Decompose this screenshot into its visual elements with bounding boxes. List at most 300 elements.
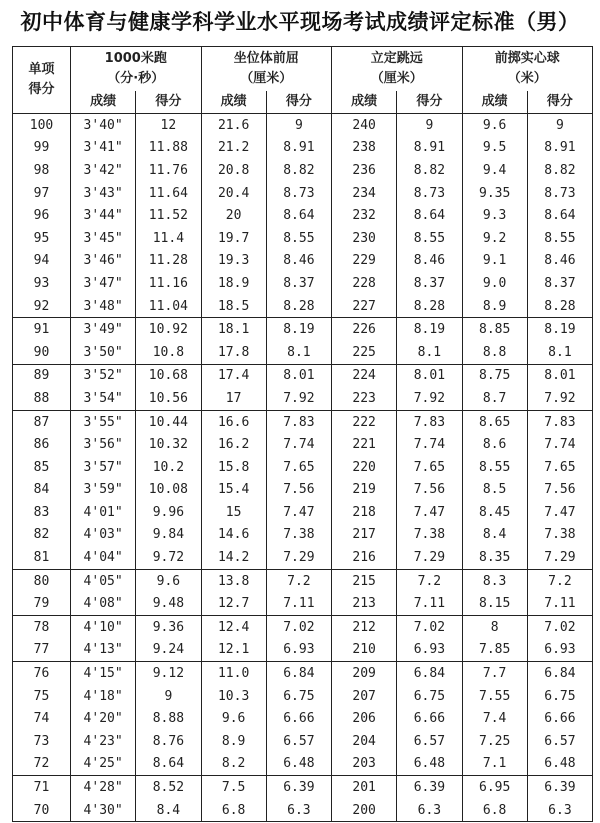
row-score-cell: 80 bbox=[33, 573, 50, 589]
table-row bbox=[13, 204, 593, 227]
row-score-cell: 75 bbox=[33, 688, 50, 704]
score-cell: 9.96 bbox=[136, 501, 201, 524]
result-cell: 16.6 bbox=[201, 410, 266, 433]
score-cell: 8.52 bbox=[136, 776, 201, 799]
table-row bbox=[13, 639, 593, 662]
score-cell: 6.66 bbox=[397, 707, 462, 730]
score-cell: 7.29 bbox=[266, 546, 331, 569]
score-cell: 6.84 bbox=[527, 662, 592, 685]
result-cell: 3'56" bbox=[71, 433, 136, 456]
score-cell: 6.48 bbox=[397, 753, 462, 776]
score-cell: 6.57 bbox=[527, 730, 592, 753]
result-cell: 9.6 bbox=[462, 114, 527, 137]
score-cell: 6.39 bbox=[397, 776, 462, 799]
result-cell: 12.1 bbox=[201, 639, 266, 662]
table-row bbox=[13, 250, 593, 273]
result-cell: 4'15" bbox=[71, 662, 136, 685]
result-cell: 15.4 bbox=[201, 479, 266, 502]
group-header-medicine-ball bbox=[462, 47, 593, 92]
result-cell: 240 bbox=[332, 114, 397, 137]
group-unit: （分·秒） bbox=[107, 71, 165, 86]
result-cell: 21.6 bbox=[201, 114, 266, 137]
result-cell: 224 bbox=[332, 364, 397, 387]
page-title: 初中体育与健康学科学业水平现场考试成绩评定标准（男） bbox=[20, 9, 580, 34]
group-name: 前掷实心球 bbox=[494, 51, 560, 66]
result-cell: 3'52" bbox=[71, 364, 136, 387]
table-row bbox=[13, 159, 593, 182]
result-cell: 4'01" bbox=[71, 501, 136, 524]
score-cell: 11.88 bbox=[136, 137, 201, 160]
score-cell: 7.56 bbox=[266, 479, 331, 502]
result-cell: 8.6 bbox=[462, 433, 527, 456]
score-cell: 8.55 bbox=[527, 227, 592, 250]
score-cell: 8.64 bbox=[136, 753, 201, 776]
result-cell: 17.4 bbox=[201, 364, 266, 387]
score-cell: 6.39 bbox=[527, 776, 592, 799]
score-cell: 6.3 bbox=[527, 799, 592, 822]
score-cell: 6.57 bbox=[397, 730, 462, 753]
score-cell: 7.11 bbox=[266, 592, 331, 615]
score-cell: 9.36 bbox=[136, 616, 201, 639]
row-score-cell: 90 bbox=[13, 341, 71, 364]
score-cell: 7.11 bbox=[397, 592, 462, 615]
result-cell: 17 bbox=[201, 387, 266, 410]
score-cell: 6.75 bbox=[527, 685, 592, 708]
row-score-cell: 73 bbox=[33, 733, 50, 749]
table-row bbox=[13, 364, 593, 387]
score-cell: 8.46 bbox=[266, 250, 331, 273]
score-cell: 9.6 bbox=[136, 569, 201, 592]
table-row bbox=[13, 433, 593, 456]
group-unit: （米） bbox=[507, 71, 547, 86]
result-cell: 9.1 bbox=[462, 250, 527, 273]
table-row bbox=[13, 753, 593, 776]
score-cell: 8.1 bbox=[397, 341, 462, 364]
score-cell: 12 bbox=[136, 114, 201, 137]
row-score-cell: 79 bbox=[13, 592, 71, 615]
group-header-1000m bbox=[71, 47, 202, 92]
result-cell: 210 bbox=[332, 639, 397, 662]
score-cell: 6.66 bbox=[266, 707, 331, 730]
score-cell: 7.2 bbox=[527, 569, 592, 592]
row-score-cell: 95 bbox=[33, 230, 50, 246]
result-cell: 8.7 bbox=[462, 387, 527, 410]
score-cell: 10.44 bbox=[136, 410, 201, 433]
result-cell: 207 bbox=[332, 685, 397, 708]
result-cell: 8.9 bbox=[201, 730, 266, 753]
score-cell: 7.47 bbox=[397, 501, 462, 524]
group-header-sit-and-reach bbox=[201, 47, 332, 92]
score-cell: 6.66 bbox=[527, 707, 592, 730]
result-cell: 8.8 bbox=[462, 341, 527, 364]
score-cell: 8.73 bbox=[397, 182, 462, 205]
result-cell: 222 bbox=[332, 410, 397, 433]
result-cell: 13.8 bbox=[201, 569, 266, 592]
result-cell: 230 bbox=[332, 227, 397, 250]
result-cell: 4'18" bbox=[71, 685, 136, 708]
result-cell: 18.9 bbox=[201, 272, 266, 295]
score-cell: 6.39 bbox=[266, 776, 331, 799]
table-row bbox=[13, 272, 593, 295]
result-cell: 12.7 bbox=[201, 592, 266, 615]
result-cell: 3'42" bbox=[71, 159, 136, 182]
result-cell: 3'59" bbox=[71, 479, 136, 502]
table-row bbox=[13, 137, 593, 160]
table-row bbox=[13, 341, 593, 364]
score-cell: 10.8 bbox=[136, 341, 201, 364]
score-cell: 7.65 bbox=[266, 456, 331, 479]
row-score-cell: 96 bbox=[33, 208, 50, 224]
score-cell: 7.56 bbox=[527, 479, 592, 502]
result-cell: 206 bbox=[332, 707, 397, 730]
score-cell: 7.56 bbox=[397, 479, 462, 502]
score-cell: 10.92 bbox=[136, 318, 201, 341]
row-score-cell: 91 bbox=[33, 322, 50, 338]
score-cell: 7.38 bbox=[266, 524, 331, 547]
result-cell: 4'30" bbox=[71, 799, 136, 822]
row-score-cell: 92 bbox=[13, 295, 71, 318]
result-cell: 201 bbox=[332, 776, 397, 799]
result-cell: 8.3 bbox=[462, 569, 527, 592]
result-cell: 9.35 bbox=[462, 182, 527, 205]
result-cell: 7.5 bbox=[201, 776, 266, 799]
score-cell: 9.48 bbox=[136, 592, 201, 615]
score-cell: 7.92 bbox=[266, 387, 331, 410]
score-cell: 7.02 bbox=[266, 616, 331, 639]
score-cell: 8.64 bbox=[527, 204, 592, 227]
score-cell: 11.16 bbox=[136, 272, 201, 295]
group-name: 立定跳远 bbox=[370, 51, 423, 66]
result-cell: 3'49" bbox=[71, 318, 136, 341]
result-cell: 3'46" bbox=[71, 250, 136, 273]
group-name: 坐位体前屈 bbox=[233, 51, 299, 66]
table-row bbox=[13, 227, 593, 250]
score-cell: 8.28 bbox=[527, 295, 592, 318]
result-cell: 3'50" bbox=[71, 341, 136, 364]
result-cell: 213 bbox=[332, 592, 397, 615]
group-name: 1000米跑 bbox=[104, 51, 167, 66]
result-cell: 4'20" bbox=[71, 707, 136, 730]
score-cell: 6.75 bbox=[266, 685, 331, 708]
subheader-score: 得分 bbox=[266, 91, 331, 114]
table-row bbox=[13, 479, 593, 502]
row-score-cell: 81 bbox=[13, 546, 71, 569]
score-cell: 9 bbox=[527, 114, 592, 137]
row-score-cell: 87 bbox=[33, 414, 50, 430]
table-row bbox=[13, 318, 593, 341]
table-row bbox=[13, 776, 593, 799]
group-unit: （厘米） bbox=[240, 71, 293, 86]
score-cell: 8.19 bbox=[397, 318, 462, 341]
score-cell: 6.48 bbox=[266, 753, 331, 776]
result-cell: 4'28" bbox=[71, 776, 136, 799]
result-cell: 11.0 bbox=[201, 662, 266, 685]
score-cell: 6.93 bbox=[397, 639, 462, 662]
score-cell: 7.74 bbox=[266, 433, 331, 456]
result-cell: 3'47" bbox=[71, 272, 136, 295]
score-cell: 8.37 bbox=[527, 272, 592, 295]
table-row bbox=[13, 387, 593, 410]
score-cell: 8.01 bbox=[527, 364, 592, 387]
result-cell: 215 bbox=[332, 569, 397, 592]
score-cell: 10.08 bbox=[136, 479, 201, 502]
result-cell: 3'44" bbox=[71, 204, 136, 227]
score-cell: 8.82 bbox=[266, 159, 331, 182]
row-score-cell: 72 bbox=[13, 753, 71, 776]
result-cell: 225 bbox=[332, 341, 397, 364]
score-cell: 7.29 bbox=[527, 546, 592, 569]
score-cell: 10.32 bbox=[136, 433, 201, 456]
score-cell: 7.47 bbox=[266, 501, 331, 524]
score-cell: 7.2 bbox=[266, 569, 331, 592]
score-cell: 6.3 bbox=[397, 799, 462, 822]
result-cell: 9.5 bbox=[462, 137, 527, 160]
score-cell: 10.56 bbox=[136, 387, 201, 410]
score-cell: 6.84 bbox=[266, 662, 331, 685]
score-cell: 8.82 bbox=[527, 159, 592, 182]
table-row bbox=[13, 685, 593, 708]
result-cell: 15 bbox=[201, 501, 266, 524]
score-cell: 7.83 bbox=[397, 410, 462, 433]
result-cell: 18.1 bbox=[201, 318, 266, 341]
score-cell: 9.24 bbox=[136, 639, 201, 662]
result-cell: 7.1 bbox=[462, 753, 527, 776]
table-row bbox=[13, 295, 593, 318]
row-score-cell: 71 bbox=[33, 780, 50, 796]
row-score-cell: 88 bbox=[13, 387, 71, 410]
result-cell: 8.85 bbox=[462, 318, 527, 341]
table-row bbox=[13, 182, 593, 205]
group-unit: （厘米） bbox=[370, 71, 423, 86]
row-score-cell: 100 bbox=[29, 117, 54, 133]
result-cell: 203 bbox=[332, 753, 397, 776]
result-cell: 232 bbox=[332, 204, 397, 227]
result-cell: 4'03" bbox=[71, 524, 136, 547]
score-cell: 7.92 bbox=[397, 387, 462, 410]
group-header-long-jump bbox=[332, 47, 463, 92]
score-cell: 8.91 bbox=[397, 137, 462, 160]
score-cell: 7.47 bbox=[527, 501, 592, 524]
result-cell: 3'55" bbox=[71, 410, 136, 433]
score-cell: 9.84 bbox=[136, 524, 201, 547]
score-cell: 8.91 bbox=[266, 137, 331, 160]
result-cell: 7.55 bbox=[462, 685, 527, 708]
score-cell: 7.11 bbox=[527, 592, 592, 615]
result-cell: 14.6 bbox=[201, 524, 266, 547]
result-cell: 7.7 bbox=[462, 662, 527, 685]
result-cell: 227 bbox=[332, 295, 397, 318]
result-cell: 20.8 bbox=[201, 159, 266, 182]
result-cell: 6.95 bbox=[462, 776, 527, 799]
row-score-cell: 85 bbox=[33, 459, 50, 475]
result-cell: 209 bbox=[332, 662, 397, 685]
result-cell: 228 bbox=[332, 272, 397, 295]
score-cell: 9 bbox=[397, 114, 462, 137]
result-cell: 8.55 bbox=[462, 456, 527, 479]
subheader-result: 成绩 bbox=[462, 91, 527, 114]
result-cell: 4'10" bbox=[71, 616, 136, 639]
result-cell: 8.35 bbox=[462, 546, 527, 569]
row-score-cell: 77 bbox=[13, 639, 71, 662]
result-cell: 3'41" bbox=[71, 137, 136, 160]
result-cell: 10.3 bbox=[201, 685, 266, 708]
row-score-cell: 74 bbox=[33, 711, 50, 727]
result-cell: 20 bbox=[201, 204, 266, 227]
result-cell: 21.2 bbox=[201, 137, 266, 160]
result-cell: 9.4 bbox=[462, 159, 527, 182]
subheader-score: 得分 bbox=[136, 91, 201, 114]
result-cell: 236 bbox=[332, 159, 397, 182]
row-score-cell: 84 bbox=[33, 482, 50, 498]
score-cell: 8.1 bbox=[527, 341, 592, 364]
score-cell: 8.55 bbox=[397, 227, 462, 250]
result-cell: 8.65 bbox=[462, 410, 527, 433]
result-cell: 229 bbox=[332, 250, 397, 273]
score-cell: 7.29 bbox=[397, 546, 462, 569]
result-cell: 8.5 bbox=[462, 479, 527, 502]
table-row bbox=[13, 524, 593, 547]
table-row bbox=[13, 546, 593, 569]
subheader-result: 成绩 bbox=[71, 91, 136, 114]
score-cell: 8.73 bbox=[527, 182, 592, 205]
score-cell: 8.55 bbox=[266, 227, 331, 250]
score-cell: 8.73 bbox=[266, 182, 331, 205]
result-cell: 20.4 bbox=[201, 182, 266, 205]
result-cell: 8 bbox=[462, 616, 527, 639]
table-row bbox=[13, 501, 593, 524]
table-row bbox=[13, 799, 593, 822]
result-cell: 238 bbox=[332, 137, 397, 160]
result-cell: 3'57" bbox=[71, 456, 136, 479]
score-cell: 8.82 bbox=[397, 159, 462, 182]
result-cell: 9.0 bbox=[462, 272, 527, 295]
result-cell: 6.8 bbox=[462, 799, 527, 822]
row-score-cell: 99 bbox=[33, 140, 50, 156]
result-cell: 8.45 bbox=[462, 501, 527, 524]
result-cell: 8.75 bbox=[462, 364, 527, 387]
score-cell: 9 bbox=[266, 114, 331, 137]
result-cell: 9.2 bbox=[462, 227, 527, 250]
score-cell: 8.64 bbox=[266, 204, 331, 227]
result-cell: 9.3 bbox=[462, 204, 527, 227]
score-cell: 8.88 bbox=[136, 707, 201, 730]
result-cell: 212 bbox=[332, 616, 397, 639]
result-cell: 234 bbox=[332, 182, 397, 205]
score-cell: 8.64 bbox=[397, 204, 462, 227]
score-cell: 8.19 bbox=[266, 318, 331, 341]
result-cell: 4'13" bbox=[71, 639, 136, 662]
score-cell: 11.4 bbox=[136, 227, 201, 250]
table-row bbox=[13, 592, 593, 615]
result-cell: 3'43" bbox=[71, 182, 136, 205]
score-cell: 11.64 bbox=[136, 182, 201, 205]
score-cell: 7.38 bbox=[397, 524, 462, 547]
score-cell: 6.93 bbox=[266, 639, 331, 662]
row-score-cell: 70 bbox=[33, 802, 50, 818]
table-row bbox=[13, 662, 593, 685]
result-cell: 9.6 bbox=[201, 707, 266, 730]
result-cell: 4'25" bbox=[71, 753, 136, 776]
score-cell: 8.1 bbox=[266, 341, 331, 364]
result-cell: 216 bbox=[332, 546, 397, 569]
result-cell: 4'08" bbox=[71, 592, 136, 615]
row-score-cell: 86 bbox=[33, 437, 50, 453]
result-cell: 19.7 bbox=[201, 227, 266, 250]
result-cell: 7.25 bbox=[462, 730, 527, 753]
score-cell: 7.65 bbox=[397, 456, 462, 479]
score-cell: 8.37 bbox=[397, 272, 462, 295]
result-cell: 12.4 bbox=[201, 616, 266, 639]
result-cell: 7.4 bbox=[462, 707, 527, 730]
subheader-result: 成绩 bbox=[201, 91, 266, 114]
result-cell: 8.4 bbox=[462, 524, 527, 547]
result-cell: 3'40" bbox=[71, 114, 136, 137]
score-cell: 10.68 bbox=[136, 364, 201, 387]
score-cell: 8.01 bbox=[266, 364, 331, 387]
score-header-line1: 单项 bbox=[28, 62, 55, 77]
result-cell: 8.15 bbox=[462, 592, 527, 615]
result-cell: 4'04" bbox=[71, 546, 136, 569]
subheader-result: 成绩 bbox=[332, 91, 397, 114]
result-cell: 17.8 bbox=[201, 341, 266, 364]
score-cell: 11.76 bbox=[136, 159, 201, 182]
result-cell: 4'23" bbox=[71, 730, 136, 753]
result-cell: 226 bbox=[332, 318, 397, 341]
score-cell: 11.28 bbox=[136, 250, 201, 273]
score-cell: 8.4 bbox=[136, 799, 201, 822]
scoring-table bbox=[12, 46, 593, 822]
result-cell: 19.3 bbox=[201, 250, 266, 273]
subheader-score: 得分 bbox=[397, 91, 462, 114]
table-row bbox=[13, 456, 593, 479]
score-cell: 7.02 bbox=[527, 616, 592, 639]
result-cell: 3'48" bbox=[71, 295, 136, 318]
score-column-header bbox=[13, 47, 71, 114]
result-cell: 16.2 bbox=[201, 433, 266, 456]
score-cell: 8.46 bbox=[527, 250, 592, 273]
result-cell: 217 bbox=[332, 524, 397, 547]
score-cell: 6.48 bbox=[527, 753, 592, 776]
score-cell: 8.01 bbox=[397, 364, 462, 387]
result-cell: 14.2 bbox=[201, 546, 266, 569]
score-cell: 10.2 bbox=[136, 456, 201, 479]
row-score-cell: 89 bbox=[33, 368, 50, 384]
score-cell: 7.83 bbox=[527, 410, 592, 433]
score-cell: 6.57 bbox=[266, 730, 331, 753]
score-header-line2: 得分 bbox=[28, 82, 55, 97]
result-cell: 204 bbox=[332, 730, 397, 753]
score-cell: 7.83 bbox=[266, 410, 331, 433]
table-row bbox=[13, 410, 593, 433]
table-row bbox=[13, 616, 593, 639]
row-score-cell: 93 bbox=[33, 275, 50, 291]
score-cell: 7.38 bbox=[527, 524, 592, 547]
row-score-cell: 83 bbox=[33, 504, 50, 520]
score-cell: 8.28 bbox=[266, 295, 331, 318]
score-cell: 7.65 bbox=[527, 456, 592, 479]
table-row bbox=[13, 114, 593, 137]
row-score-cell: 78 bbox=[33, 619, 50, 635]
result-cell: 221 bbox=[332, 433, 397, 456]
score-cell: 8.28 bbox=[397, 295, 462, 318]
row-score-cell: 82 bbox=[33, 527, 50, 543]
table-row bbox=[13, 569, 593, 592]
result-cell: 6.8 bbox=[201, 799, 266, 822]
result-cell: 8.9 bbox=[462, 295, 527, 318]
result-cell: 15.8 bbox=[201, 456, 266, 479]
score-cell: 11.04 bbox=[136, 295, 201, 318]
score-cell: 6.75 bbox=[397, 685, 462, 708]
